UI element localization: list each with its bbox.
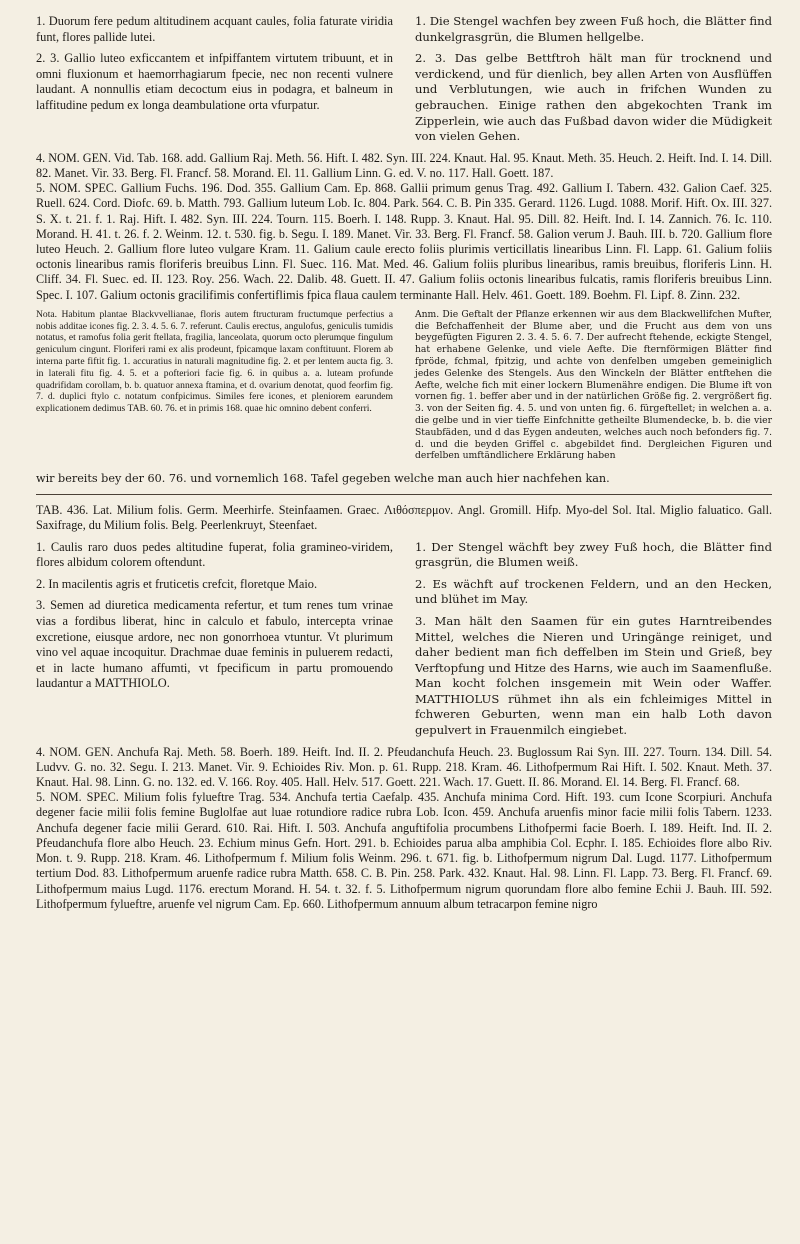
note-block: [36, 309, 772, 468]
tab436-bilingual-block: [36, 540, 772, 745]
tab436-latin-3: 3. Semen ad diuretica medicamenta refertur, et tum renes tum vrinae vias a fordibus liberat, hinc in calculo et fabulo, intercepta vrinae excretione, eiusque ardore, nec non gonorrhoea vtuntur. Vt plurimum vino vel aquae incoquitur. Drachmae duae feminis in puluerem redacti, et in lacte humano affumti, vt fpecificum in partu promouendo laudantur a MATTHIOLO.: [36, 598, 393, 691]
german-column-top: [415, 14, 772, 151]
tab436-german-column: [415, 540, 772, 745]
note-closing-line: wir bereits bey der 60. 76. und vornemlich 168. Tafel gegeben welche man auch hier nachfehen kan.: [36, 472, 610, 486]
nom-gen-anchusa: 4. NOM. GEN. Anchufa Raj. Meth. 58. Boerh. 189. Heift. Ind. II. 2. Pfeudanchufa Heuch. 23. Buglossum Rai Syn. III. 227. Tourn. 134. Dill. 54. Ludvv. G. no. 32. Segu. I. 213. Manet. Vir. 9. Echioides Riv. Mon. p. 61. Rupp. 218. Kram. 46. Lithofpermum Rai Hift. I. 502. Knaut. Meth. 37. Knaut. Hal. 98. Linn. G. no. 132. ed. V. 166. Roy. 405. Hall. Helv. 517. Goett. 221. Wach. 17. Guett. II. 86. Morand. El. 14. Berg. Fl. Francf. 68.: [36, 744, 772, 790]
latin-paragraph-1: 1. Duorum fere pedum altitudinem acquant caules, folia faturate viridia funt, flores pallide lutei.: [36, 14, 393, 44]
latin-column-top: [36, 14, 393, 151]
latin-note-column: [36, 309, 393, 468]
german-paragraph-1: 1. Die Stengel wachfen bey zween Fuß hoch, die Blätter find dunkelgrasgrün, die Blumen hellgelbe.: [415, 14, 772, 44]
tab436-latin-1: 1. Caulis raro duos pedes altitudine fuperat, folia gramineo-viridem, flores albidum colorem oftendunt.: [36, 539, 393, 570]
tab436-german-1: 1. Der Stengel wächft bey zwey Fuß hoch, die Blätter find grasgrün, die Blumen weiß.: [415, 539, 772, 570]
latin-note: Nota. Habitum plantae Blackvvellianae, floris autem ftructuram fructumque perfectius a nobis additae icones fig. 2. 3. 4. 5. 6. 7. referunt. Caulis erectus, angulofus, geniculis tumidis notatus, et ramofus folia gerit ftellata, fragilia, lanceolata, quorum octo plerumque fingulum geniculum cingunt. Floriferi rami ex alis prodeunt, fpicamque laxam conftituunt. Florem ab interna parte fiftit fig. 1. accuratius in naturali magnitudine fig. 2. et per lentem aucta fig. 3. in laterali fitu fig. 4. 5. et a pofteriori facie fig. 6. in quibus a. a. luteam profunde quadrifidam corollam, b. b. quatuor annexa ftamina, et d. ovarium denotat, quod feorfim fig. 7. d. duplici ftylo c. notatum confpicimus. Similes fere icones, et pleniorem earundem explicationem dedimus TAB. 60. 76. et in primis 168. quae hic omnino debent conferri.: [36, 308, 393, 415]
german-note-column: [415, 309, 772, 468]
latin-paragraph-2: 2. 3. Gallio luteo exficcantem et infpiffantem virtutem tribuunt, et in omni fluxionum et haemorrhagiarum fpecie, nec non recenti vulnere laudant. A nonnullis etiam decoctum eius in podagra, et balneum in laffitudine pedum ex longa deambulatione orta vfurpatur.: [36, 51, 393, 112]
nom-gen-gallium: 4. NOM. GEN. Vid. Tab. 168. add. Gallium Raj. Meth. 56. Hift. I. 482. Syn. III. 224. Knaut. Hal. 95. Knaut. Meth. 35. Heuch. 2. Heift. Ind. I. 14. Dill. 82. Manet. Vir. 33. Berg. Fl. Francf. 58. Morand. El. 11. Gallium Linn. G. ed. V. no. 117. Hall. Goett. 187.: [36, 150, 772, 180]
german-paragraph-2: 2. 3. Das gelbe Bettftroh hält man für trocknend und verdickend, und für dienlich, bey allen Arten von Ausflüffen und Verblutungen, wie auch in frifchen Wunden zu gebrauchen. Einige rathen den abgekochten Trank im Zipperlein, wie auch das Fußbad davon wider die Müdigkeit von vielen Gehen.: [415, 51, 772, 144]
tab436-latin-2: 2. In macilentis agris et fruticetis crefcit, floretque Maio.: [36, 576, 318, 591]
tab436-german-2: 2. Es wächft auf trockenen Feldern, und an den Hecken, und blühet im May.: [415, 576, 772, 607]
section-divider: [36, 494, 772, 495]
tab436-heading: TAB. 436. Lat. Milium folis. Germ. Meerhirfe. Steinfaamen. Graec. Λιθόσπερμον. Angl. Gromill. Hifp. Myo-del Sol. Ital. Miglio faluatico. Gall. Saxifrage, du Milium folis. Belg. Peerlenkruyt, Steenfaet.: [36, 503, 772, 533]
tab436-latin-column: [36, 540, 393, 745]
nom-spec-milium-solis: 5. NOM. SPEC. Milium folis fylueftre Trag. 534. Anchufa tertia Caefalp. 435. Anchufa minima Cord. Hift. 193. cum Icone Scorpiuri. Anchufa degener facie milii folis femine Buglolfae aut luae rotundiore radice rubra Lob. Icon. 459. Anchufa aruenfis minor facie milii folis Tabern. 1233. Anchufa degener facie milii Gerard. 610. Rai. Hift. I. 503. Anchufa anguftifolia procumbens Lithofpermi facie Boerh. I. 189. Heift. Ind. II. 2. Pfeudanchufa flore albo Heuch. 23. Echium minus Gefn. Hort. 291. b. Echioides parua alba amphibia Col. Ecphr. I. 185. Echioides flore albo Riv. Mon. t. 9. Rupp. 218. Kram. 46. Lithofpermum f. Milium folis Weinm. 296. t. 671. fig. b. Lithofpermum nigrum Dal. Lugd. 1177. Lithofpermum tertium Dod. 83. Lithofpermum aruenfe radice rubra Matth. 658. C. B. Pin. 258. Park. 432. Knaut. Hal. 98. Linn. Fl. Lapp. 73. Berg. Fl. Francf. 69. Lithofpermum maius Lugd. 1176. erectum Morand. H. 54. t. 32. f. 5. Lithofpermum nigrum quorundam flore albo femine Echii J. Bauh. III. 592. Lithofpermum fylueftre, aruenfe vel nigrum Cam. Ep. 660. Lithofpermum annuum album tetracarpon femine nigro: [36, 790, 772, 911]
german-note: Anm. Die Geftalt der Pflanze erkennen wir aus dem Blackwellifchen Mufter, die Befchaffenheit der Blume aber, und die Frucht aus dem von uns beygefügten Figuren 2. 3. 4. 5. 6. 7. Der aufrecht ftehende, eckigte Stengel, hat erhabene Gelenke, und viele Aefte. Die fternförmigen Blätter find fpröde, fchmal, fpitzig, und achte von denfelben umgeben gemeiniglich jedes Gelenke des Stengels. Aus den Winckeln der Blätter entftehen die Aefte, welche fich mit einer lockern Blumenähre endigen. Die Blume ift von vornen fig. 1. beffer aber und in der natürlichen Größe fig. 2. vergrößert fig. 3. von der Seiten fig. 4. 5. und von unten fig. 6. fürgeftellet; in welchen a. a. die gelbe und in vier tieffe Einfchnitte getheilte Blumendecke, b. b. die vier Staubfäden, und d das Eygen andeuten, welches auch noch befonders fig. 7. d. und die beyden Griffel c. abgebildet find. Dergleichen Figuren und derfelben umftändlichere Erklärung haben: [415, 308, 772, 462]
nom-spec-gallium: 5. NOM. SPEC. Gallium Fuchs. 196. Dod. 355. Gallium Cam. Ep. 868. Gallii primum genus Trag. 492. Gallium I. Tabern. 432. Galion Caef. 325. Ruell. 624. Cord. Diofc. 69. b. Matth. 793. Gallium luteum Lob. Ic. 804. Park. 564. C. B. Pin 335. Gerard. 1126. Lugd. 1088. Morif. Hift. Ox. III. 327. S. X. t. 21. f. 1. Raj. Hift. I. 482. Syn. III. 224. Tourn. 115. Boerh. I. 148. Rupp. 3. Knaut. Hal. 95. Dill. 82. Heift. Ind. I. 14. Zannich. 76. Ic. 110. Morand. H. 41. t. 26. f. 2. Weinm. 12. t. 530. fig. b. Segu. I. 189. Manet. Vir. 33. Berg. Fl. Francf. 58. Galion verum J. Bauh. III. b. 720. Gallium flore luteo Heuch. 2. Gallium flore luteo vulgare Kram. 11. Galium caule erecto foliis plurimis verticillatis linearibus Linn. Fl. Lapp. 61. Galium foliis octonis linearibus ramis floriferis breuibus Linn. Fl. Suec. 116. Mat. Med. 46. Galium foliis pluribus linearibus, ramis breuibus, floriferis Linn. H. Cliff. 34. Fl. Suec. ed. II. 123. Roy. 256. Wach. 22. Dalib. 48. Guett. II. 47. Galium foliis octonis linearibus fulcatis, ramis floriferis breuibus Linn. Spec. I. 107. Galium octonis gracilifimis confertiflimis fpica flaua caulem terminante Hall. Helv. 461. Goett. 189. Boehm. Fl. Lipf. 8. Zinn. 232.: [36, 181, 772, 302]
top-bilingual-block: [36, 14, 772, 151]
tab436-german-3: 3. Man hält den Saamen für ein gutes Harntreibendes Mittel, welches die Nieren und Uringänge reiniget, und daher bedient man fich deffelben im Stein und Grieß, bey Verftopfung und Hitze des Harns, wie auch im Saamenfluße. Man kocht folchen insgemein mit Wein oder Waffer. MATTHIOLUS rühmet ihn als ein fchleimiges Mittel in fchweren Geburten, wenn man ein halb Loth davon gepulvert in Frauenmilch eingiebet.: [415, 613, 773, 738]
